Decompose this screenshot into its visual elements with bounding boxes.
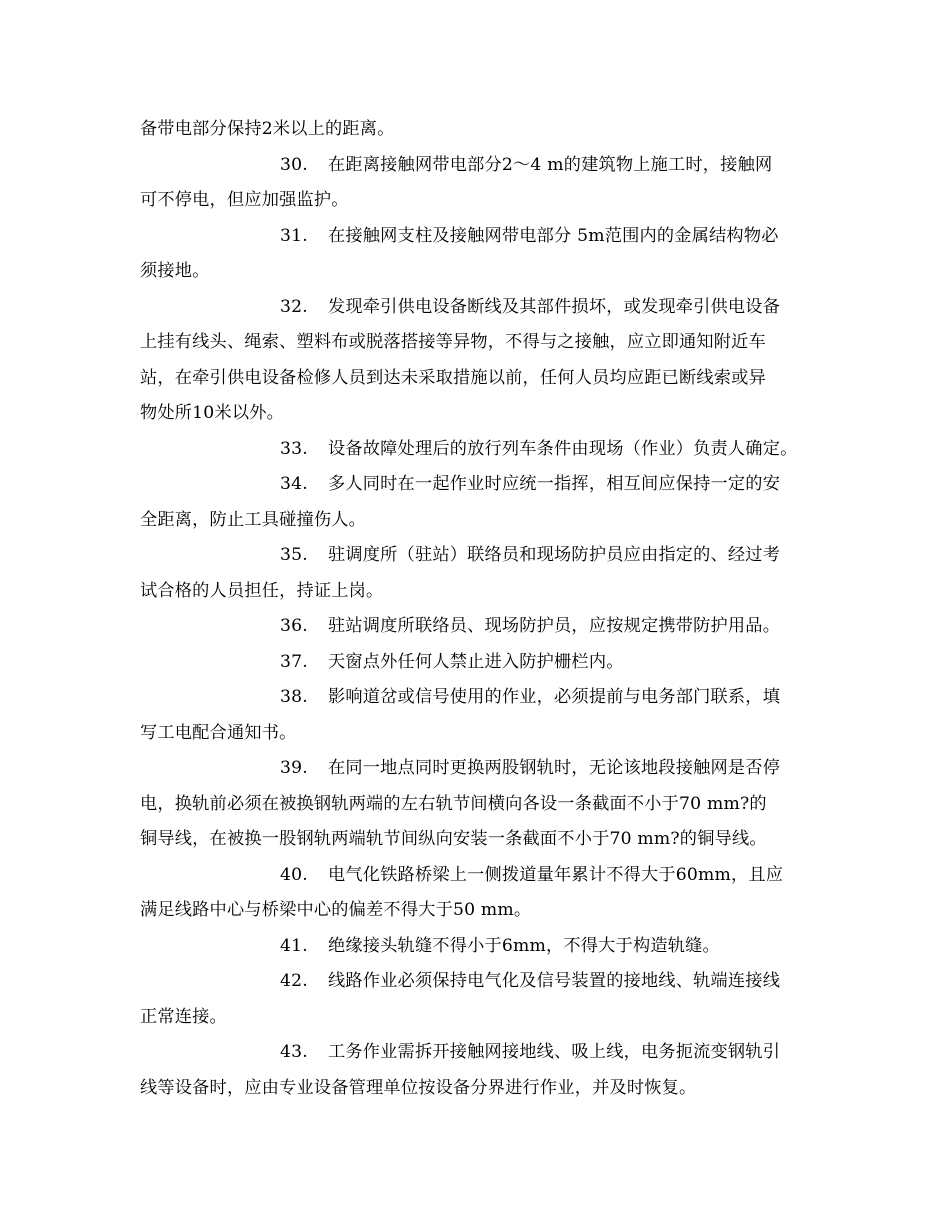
text-line xyxy=(140,822,820,858)
text-line xyxy=(140,325,820,361)
text-line xyxy=(140,112,820,148)
list-item-34 xyxy=(140,467,820,503)
list-item-42 xyxy=(140,964,820,1000)
line-text: 在距离接触网带电部分2～4 m的建筑物上施工时，接触网 xyxy=(328,154,773,175)
list-item-40 xyxy=(140,858,820,894)
list-item-31 xyxy=(140,219,820,255)
item-number: 43. xyxy=(280,1042,308,1062)
list-item-38 xyxy=(140,680,820,716)
list-item-32 xyxy=(140,290,820,326)
text-line xyxy=(140,503,820,539)
text-line xyxy=(140,1000,820,1036)
line-text: 写工电配合通知书。 xyxy=(140,722,297,743)
line-text: 站，在牵引供电设备检修人员到达未采取措施以前，任何人员均应距已断线索或异 xyxy=(140,367,766,388)
text-line xyxy=(140,893,820,929)
text-line xyxy=(140,716,820,752)
line-text: 影响道岔或信号使用的作业，必须提前与电务部门联系，填 xyxy=(328,687,781,707)
line-text: 多人同时在一起作业时应统一指挥，相互间应保持一定的安 xyxy=(328,474,781,494)
line-text: 驻调度所（驻站）联络员和现场防护员应由指定的、经过考 xyxy=(328,545,781,565)
item-number: 33. xyxy=(280,438,308,459)
list-item-37 xyxy=(140,645,820,681)
line-text: 正常连接。 xyxy=(140,1006,227,1027)
list-item-30 xyxy=(140,148,820,184)
line-text: 驻站调度所联络员、现场防护员，应按规定携带防护用品。 xyxy=(328,616,781,636)
line-text: 全距离，防止工具碰撞伤人。 xyxy=(140,509,367,530)
list-item-43 xyxy=(140,1035,820,1071)
document-page xyxy=(140,112,820,1106)
line-text: 线等设备时，应由专业设备管理单位按设备分界进行作业，并及时恢复。 xyxy=(140,1077,697,1098)
list-item-41 xyxy=(140,929,820,965)
list-item-33 xyxy=(140,432,820,468)
list-item-35 xyxy=(140,538,820,574)
line-text: 须接地。 xyxy=(140,261,210,281)
line-text: 线路作业必须保持电气化及信号装置的接地线、轨端连接线 xyxy=(328,971,781,991)
item-number: 35. xyxy=(280,545,308,565)
item-number: 30. xyxy=(280,154,308,175)
line-text: 工务作业需拆开接触网接地线、吸上线，电务扼流变钢轨引 xyxy=(328,1042,781,1062)
line-text: 在接触网支柱及接触网带电部分 5m范围内的金属结构物必 xyxy=(328,225,779,246)
item-number: 40. xyxy=(280,864,308,885)
text-line xyxy=(140,1071,820,1107)
list-item-39 xyxy=(140,751,820,787)
line-text: 备带电部分保持2米以上的距离。 xyxy=(140,119,395,139)
line-text: 可不停电，但应加强监护。 xyxy=(140,190,349,210)
item-number: 37. xyxy=(280,651,308,672)
text-line xyxy=(140,183,820,219)
text-line xyxy=(140,361,820,397)
item-number: 31. xyxy=(280,225,308,246)
line-text: 电，换轨前必须在被换钢轨两端的左右轨节间横向各设一条截面不小于70 mm?的 xyxy=(140,793,767,814)
item-number: 42. xyxy=(280,971,308,991)
item-number: 41. xyxy=(280,935,308,956)
item-number: 34. xyxy=(280,474,308,494)
line-text: 电气化铁路桥梁上一侧拨道量年累计不得大于60mm，且应 xyxy=(328,864,784,885)
line-text: 上挂有线头、绳索、塑料布或脱落搭接等异物，不得与之接触，应立即通知附近车 xyxy=(140,332,766,352)
list-item-36 xyxy=(140,609,820,645)
line-text: 铜导线，在被换一股钢轨两端轨节间纵向安装一条截面不小于70 mm?的铜导线。 xyxy=(140,829,767,849)
line-text: 设备故障处理后的放行列车条件由现场（作业）负责人确定。 xyxy=(328,438,798,459)
text-line xyxy=(140,396,820,432)
line-text: 天窗点外任何人禁止进入防护栅栏内。 xyxy=(328,651,624,672)
item-number: 32. xyxy=(280,296,308,317)
text-line xyxy=(140,254,820,290)
line-text: 发现牵引供电设备断线及其部件损坏，或发现牵引供电设备 xyxy=(328,296,781,317)
line-text: 试合格的人员担任，持证上岗。 xyxy=(140,580,384,601)
item-number: 39. xyxy=(280,758,308,778)
text-line xyxy=(140,574,820,610)
item-number: 36. xyxy=(280,616,308,636)
line-text: 在同一地点同时更换两股钢轨时，无论该地段接触网是否停 xyxy=(328,758,781,778)
text-line xyxy=(140,787,820,823)
item-number: 38. xyxy=(280,687,308,707)
line-text: 满足线路中心与桥梁中心的偏差不得大于50 mm。 xyxy=(140,900,532,920)
line-text: 绝缘接头轨缝不得小于6mm，不得大于构造轨缝。 xyxy=(328,935,720,956)
line-text: 物处所10米以外。 xyxy=(140,403,284,423)
